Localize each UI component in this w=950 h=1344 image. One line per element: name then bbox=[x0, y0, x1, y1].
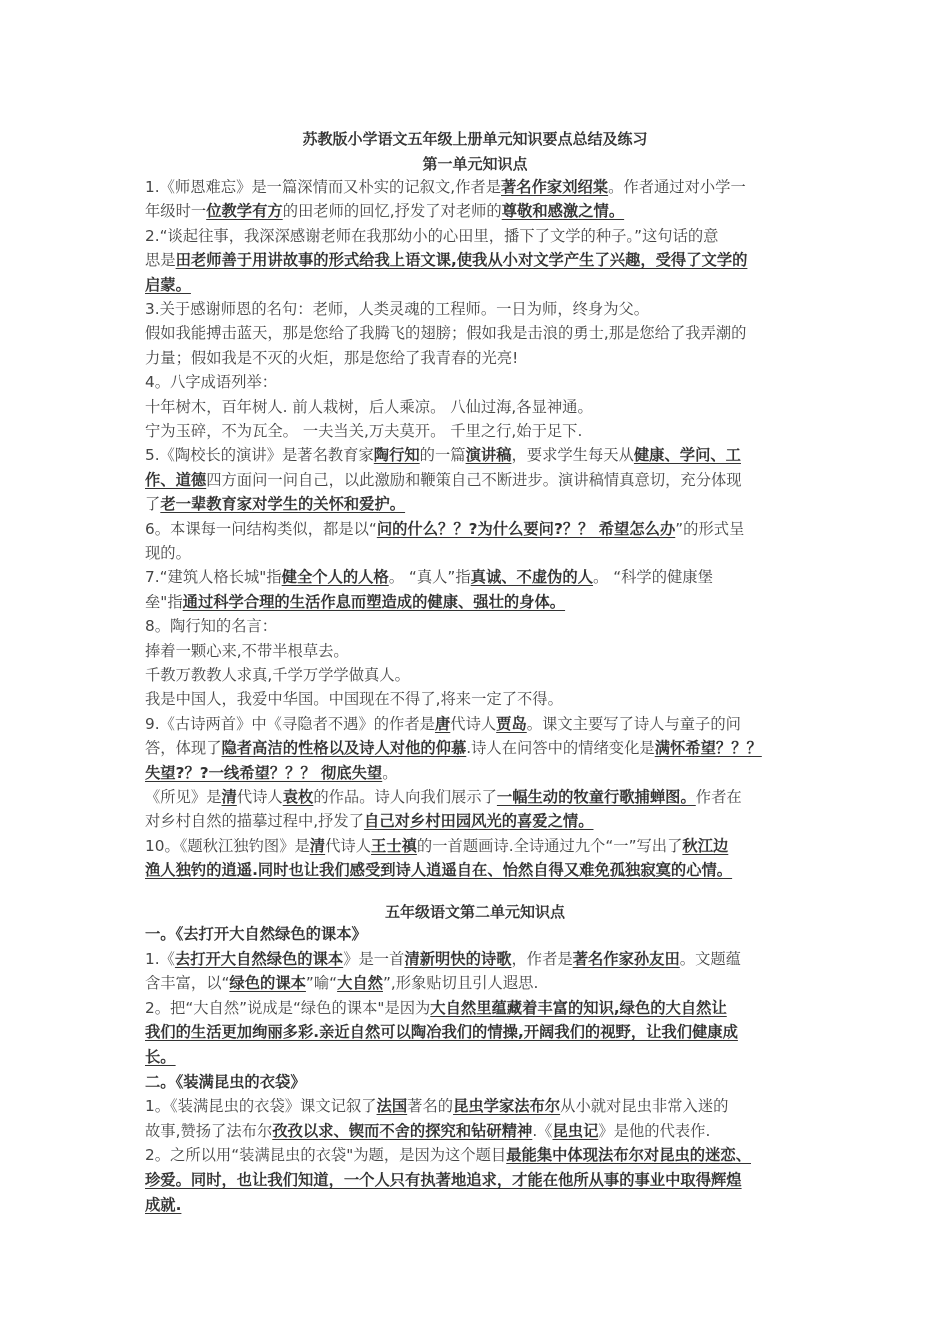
text-run: 的田老师的回忆,抒发了对老师的 bbox=[282, 202, 502, 221]
text-line bbox=[145, 346, 518, 370]
key-point: 隐者高洁的性格以及诗人对他的仰慕 bbox=[221, 739, 467, 758]
text-line bbox=[145, 1119, 710, 1143]
key-point: 一幅生动的牧童行歌捕蝉图。 bbox=[496, 788, 696, 806]
text-run: 10。《题秋江独钓图》是 bbox=[145, 836, 310, 855]
key-point: 清 bbox=[221, 788, 237, 806]
text-run: 四方面问一问自己，以此激励和鞭策自己不断进步。演讲稿情真意切，充分体现 bbox=[206, 470, 742, 489]
key-point: 作、道德 bbox=[145, 470, 207, 489]
key-point: 尊敬和感激之情。 bbox=[501, 202, 625, 221]
key-point: 陶行知 bbox=[373, 446, 420, 465]
text-run: 了 bbox=[145, 495, 161, 514]
key-point: 著名作家孙友田 bbox=[572, 949, 680, 968]
key-point: 去打开大自然绿色的课本 bbox=[174, 949, 344, 968]
text-line bbox=[145, 273, 191, 297]
text-line bbox=[145, 1020, 738, 1044]
text-run: 从小就对昆虫非常入迷的 bbox=[560, 1097, 729, 1116]
text-line bbox=[145, 809, 594, 833]
text-line bbox=[145, 565, 713, 589]
text-run: ”,形象贴切且引人遐思. bbox=[382, 974, 539, 993]
text-run: 2。把“大自然”说成是“绿色的课本"是因为 bbox=[145, 998, 431, 1017]
text-run: 假如我能搏击蓝天，那是您给了我腾飞的翅膀；假如我是击浪的勇士,那是您给了我弄潮的 bbox=[145, 324, 747, 343]
text-line bbox=[145, 712, 741, 736]
text-run: 代诗人 bbox=[325, 836, 372, 855]
text-run: 。 “科学的健康堡 bbox=[593, 568, 713, 587]
text-line bbox=[145, 492, 405, 516]
text-run: 故事,赞扬了法布尔 bbox=[145, 1121, 273, 1140]
text-run: 十年树木，百年树人. 前人栽树，后人乘凉。 八仙过海,各显神通。 bbox=[145, 397, 593, 416]
text-run: 的作品。诗人向我们展示了 bbox=[313, 788, 497, 806]
text-line bbox=[145, 370, 277, 394]
text-run: 。 “真人”指 bbox=[388, 568, 471, 587]
text-run: 年级时一 bbox=[145, 202, 207, 221]
text-line bbox=[145, 687, 563, 711]
text-line bbox=[145, 996, 727, 1020]
text-run: 千教万教教人求真,千学万学学做真人。 bbox=[145, 666, 410, 684]
key-point: 真诚、不虚伪的人 bbox=[470, 568, 594, 587]
key-point: 清新明快的诗歌 bbox=[404, 949, 512, 968]
key-point: 健全个人的人格 bbox=[281, 568, 389, 587]
text-run: 我是中国人，我爱中华国。中国现在不得了,将来一定了不得。 bbox=[145, 690, 563, 709]
text-line bbox=[145, 1143, 751, 1167]
text-line bbox=[145, 297, 649, 321]
document-title: 苏教版小学语文五年级上册单元知识要点总结及练习 bbox=[302, 130, 648, 148]
key-point: 演讲稿 bbox=[465, 446, 512, 465]
text-run: 。 bbox=[382, 763, 398, 782]
text-line bbox=[145, 947, 741, 971]
text-run: 3.关于感谢师恩的名句：老师，人类灵魂的工程师。一日为师，终身为父。 bbox=[145, 300, 650, 318]
key-point: 法国 bbox=[376, 1097, 408, 1116]
key-point: 成就. bbox=[145, 1195, 182, 1214]
text-run: 含丰富，以“ bbox=[145, 974, 230, 993]
text-run: 9.《古诗两首》中《寻隐者不遇》的作者是 bbox=[145, 714, 435, 733]
key-point: 健康、学问、工 bbox=[633, 446, 741, 465]
text-run: ，要求学生每天从 bbox=[511, 446, 634, 465]
text-line bbox=[145, 1168, 742, 1192]
text-run: 答，体现了 bbox=[145, 739, 222, 758]
text-run: 。课文主要写了诗人与童子的问 bbox=[526, 714, 741, 733]
text-line bbox=[145, 614, 277, 638]
text-run: 》是一首 bbox=[343, 949, 405, 968]
text-line bbox=[145, 971, 538, 995]
text-line bbox=[145, 834, 728, 858]
key-point: 秋江边 bbox=[682, 836, 729, 855]
text-line bbox=[145, 639, 349, 663]
text-run: 8。陶行知的名言： bbox=[145, 617, 278, 636]
text-line bbox=[145, 175, 746, 199]
key-point: 大自然里蕴藏着丰富的知识,绿色的大自然让 bbox=[430, 998, 727, 1017]
text-run: 4。八字成语列举： bbox=[145, 373, 278, 392]
text-line bbox=[145, 736, 762, 760]
text-run: 垒"指 bbox=[145, 592, 183, 611]
text-run: 著名的 bbox=[407, 1097, 454, 1116]
text-run: 1.《师恩难忘》是一篇深情而又朴实的记叙文,作者是 bbox=[145, 178, 501, 196]
key-point: 失望?？?一线希望？？？ 彻底失望 bbox=[145, 763, 383, 782]
key-point: 自己对乡村田园风光的喜爱之情。 bbox=[364, 812, 594, 831]
text-run: 作者在 bbox=[695, 788, 742, 806]
text-line bbox=[145, 590, 565, 614]
text-line bbox=[145, 248, 747, 272]
text-run: 。作者通过对小学一 bbox=[608, 178, 746, 196]
key-point: 长。 bbox=[145, 1048, 176, 1066]
key-point: 大自然 bbox=[337, 974, 383, 993]
text-run: ，作者是 bbox=[511, 949, 573, 968]
key-point: 清 bbox=[309, 836, 326, 855]
text-line bbox=[145, 922, 367, 946]
text-line bbox=[145, 468, 742, 492]
text-line bbox=[145, 321, 746, 345]
key-point: 著名作家刘绍棠 bbox=[501, 178, 609, 196]
key-point: 唐 bbox=[434, 714, 451, 733]
text-run: 宁为玉碎，不为瓦全。 一夫当关,万夫莫开。 千里之行,始于足下. bbox=[145, 422, 583, 440]
text-run: 代诗人 bbox=[236, 788, 283, 806]
text-run: 6。本课每一问结构类似，都是以“ bbox=[145, 519, 377, 538]
text-line bbox=[145, 858, 732, 882]
text-run: 思是 bbox=[145, 251, 176, 270]
unit2-heading: 五年级语文第二单元知识点 bbox=[384, 903, 565, 921]
key-point: 位教学有方 bbox=[206, 202, 283, 221]
key-point: 王士禛 bbox=[371, 836, 417, 855]
text-run: .《 bbox=[532, 1121, 553, 1140]
text-run: 的一首题画诗.全诗通过九个“一”写出了 bbox=[416, 836, 683, 855]
text-line bbox=[145, 517, 744, 541]
key-point: 昆虫记 bbox=[552, 1121, 599, 1140]
text-run: 》是他的代表作. bbox=[598, 1121, 711, 1140]
key-point: 昆虫学家法布尔 bbox=[453, 1097, 561, 1116]
key-point: 孜孜以求、锲而不舍的探究和钻研精神 bbox=[272, 1121, 533, 1140]
text-run: 。文题蕴 bbox=[679, 949, 741, 968]
text-line bbox=[145, 443, 741, 467]
text-run: 2.“谈起往事，我深深感谢老师在我那幼小的心田里，播下了文学的种子。”这句话的意 bbox=[145, 226, 719, 245]
key-point: 田老师善于用讲故事的形式给我上语文课,使我从小对文学产生了兴趣，受得了文学的 bbox=[175, 251, 748, 270]
text-run: 现的。 bbox=[145, 544, 191, 562]
text-run: 2。之所以用“装满昆虫的衣袋"为题，是因为这个题目 bbox=[145, 1146, 507, 1165]
text-line bbox=[145, 1070, 306, 1094]
key-point: 问的什么？？?为什么要问?？？ 希望怎么办 bbox=[376, 519, 676, 538]
section-heading: 二。《装满昆虫的衣袋》 bbox=[145, 1072, 306, 1091]
text-line bbox=[145, 785, 742, 809]
key-point: 满怀希望？？？ bbox=[654, 739, 762, 758]
text-line bbox=[145, 541, 191, 565]
key-point: 最能集中体现法布尔对昆虫的迷恋、 bbox=[506, 1146, 751, 1165]
unit1-heading: 第一单元知识点 bbox=[422, 155, 528, 173]
section-heading: 一。《去打开大自然绿色的课本》 bbox=[145, 925, 367, 943]
text-run: 《所见》是 bbox=[145, 788, 222, 806]
key-point: 我们的生活更加绚丽多彩.亲近自然可以陶冶我们的情操,开阔我们的视野，让我们健康成 bbox=[145, 1023, 738, 1042]
text-line bbox=[145, 761, 398, 785]
text-run: 力量；假如我是不灭的火炬，那是您给了我青春的光亮! bbox=[145, 348, 519, 367]
key-point: 珍爱。同时，也让我们知道，一个人只有执著地追求，才能在他所从事的事业中取得辉煌 bbox=[145, 1171, 742, 1189]
key-point: 袁枚 bbox=[282, 788, 314, 806]
text-line bbox=[145, 224, 718, 248]
text-run: ”的形式呈 bbox=[675, 519, 745, 538]
text-run: 1。《装满昆虫的衣袋》课文记叙了 bbox=[145, 1097, 377, 1116]
text-line bbox=[145, 419, 582, 443]
key-point: 渔人独钓的逍遥.同时也让我们感受到诗人逍遥自在、怡然自得又难免孤独寂寞的心情。 bbox=[145, 861, 733, 880]
key-point: 贾岛 bbox=[496, 714, 527, 733]
text-line bbox=[145, 199, 624, 223]
key-point: 老一辈教育家对学生的关怀和爱护。 bbox=[160, 495, 406, 514]
text-line bbox=[145, 395, 593, 419]
text-run: 7.“建筑人格长城"指 bbox=[145, 568, 282, 587]
text-line bbox=[145, 1193, 181, 1217]
text-run: 对乡村自然的描摹过程中,抒发了 bbox=[145, 812, 365, 831]
text-run: 代诗人 bbox=[450, 714, 497, 733]
text-run: 的一篇 bbox=[419, 446, 466, 465]
text-run: 5.《陶校长的演讲》是著名教育家 bbox=[145, 446, 374, 465]
key-point: 启蒙。 bbox=[145, 275, 191, 294]
text-line bbox=[145, 663, 410, 687]
key-point: 绿色的课本 bbox=[229, 974, 306, 993]
text-line bbox=[145, 1045, 176, 1069]
text-run: ”喻“ bbox=[305, 974, 338, 993]
text-line bbox=[145, 1094, 728, 1118]
text-run: .诗人在问答中的情绪变化是 bbox=[466, 739, 655, 758]
text-run: 1.《 bbox=[145, 949, 175, 968]
key-point: 通过科学合理的生活作息而塑造成的健康、强壮的身体。 bbox=[182, 592, 566, 611]
text-run: 捧着一颗心来,不带半根草去。 bbox=[145, 641, 349, 660]
